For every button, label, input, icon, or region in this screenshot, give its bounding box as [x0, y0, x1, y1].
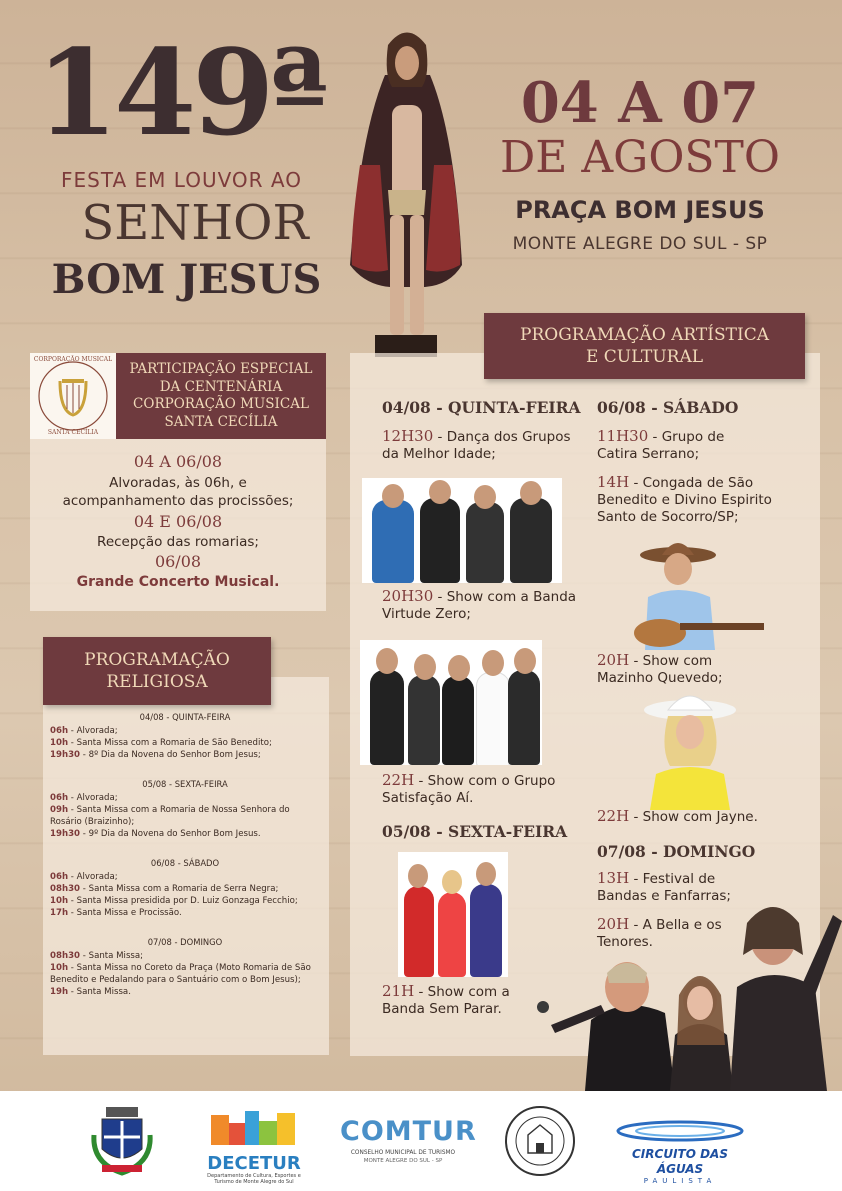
title-line-2: SENHOR	[81, 195, 309, 251]
date-month: DE AGOSTO	[500, 132, 780, 183]
venue: PRAÇA BOM JESUS	[515, 196, 765, 224]
artistic-day-0608: 06/08 - SÁBADO	[597, 398, 739, 417]
special-date-3: 06/08	[154, 552, 202, 571]
corporacao-musical-logo	[30, 353, 116, 439]
logo-text-top: CORPORAÇÃO MUSICAL	[33, 356, 113, 363]
religious-header-line-1: PROGRAMAÇÃO	[84, 650, 230, 670]
religious-item: 19h - Santa Missa.	[50, 987, 131, 997]
religious-header-line-2: RELIGIOSA	[106, 672, 208, 692]
santuario-seal	[504, 1105, 576, 1177]
artistic-header-line-1: PROGRAMAÇÃO ARTÍSTICA	[520, 325, 769, 345]
special-participation-header	[116, 353, 326, 439]
event-1230: 12H30 - Dança dos Grupos da Melhor Idade;	[382, 427, 571, 462]
event-2030: 20H30 - Show com a Banda Virtude Zero;	[382, 587, 577, 622]
lyre-icon	[30, 353, 116, 439]
decetur-subtitle: Departamento de Cultura, Esportes e Turismo de Monte Alegre do Sul	[207, 1173, 301, 1185]
religious-item: 06h - Alvorada;	[50, 726, 118, 736]
artistic-day-0508: 05/08 - SEXTA-FEIRA	[382, 822, 568, 841]
artistic-day-0408: 04/08 - QUINTA-FEIRA	[382, 398, 581, 417]
special-text-1: Alvoradas, às 06h, e acompanhamento das procissões;	[62, 475, 294, 509]
event-21h: 21H - Show com a Banda Sem Parar.	[382, 982, 510, 1017]
title-line-3: BOM JESUS	[51, 256, 322, 303]
event-13h: 13H - Festival de Bandas e Fanfarras;	[597, 869, 731, 904]
bom-jesus-statue-image	[330, 15, 480, 365]
event-1130: 11H30 - Grupo de Catira Serrano;	[597, 427, 725, 462]
religious-day-2: 05/08 - SEXTA-FEIRA	[142, 779, 228, 789]
footer-sponsors	[0, 1091, 842, 1191]
religious-day-3: 06/08 - SÁBADO	[150, 858, 220, 868]
comtur-subtitle-2: MONTE ALEGRE DO SUL - SP	[363, 1158, 443, 1164]
mazinho-quevedo-photo	[620, 535, 765, 650]
artistic-day-0708: 07/08 - DOMINGO	[597, 842, 756, 861]
religious-item: 06h - Alvorada;	[50, 872, 118, 882]
comtur-name: COMTUR	[340, 1116, 477, 1147]
religious-list	[50, 706, 320, 998]
event-20h-mazinho: 20H - Show com Mazinho Quevedo;	[597, 651, 723, 686]
religious-item: 19h30 - 8º Dia da Novena do Senhor Bom Jesus;	[50, 750, 261, 760]
religious-item: 08h30 - Santa Missa;	[50, 951, 144, 961]
circuito-das-aguas-logo	[608, 1117, 752, 1186]
religious-item: 10h - Santa Missa no Coreto da Praça (Moto Romaria de São Benedito e Pedalando para o Santuário com o Bom Jesus);	[50, 963, 311, 985]
event-14h: 14H - Congada de São Benedito e Divino Espirito Santo de Socorro/SP;	[597, 473, 772, 525]
seal-icon	[504, 1105, 576, 1177]
decetur-buildings-icon	[205, 1107, 303, 1151]
title-line-1: FESTA EM LOUVOR AO	[61, 168, 302, 192]
circuito-line-1: CIRCUITO DAS ÁGUAS	[632, 1147, 728, 1176]
religious-item: 19h30 - 9º Dia da Novena do Senhor Bom Jesus.	[50, 829, 261, 839]
artistic-header-line-2: E CULTURAL	[585, 347, 704, 367]
decetur-name: DECETUR	[207, 1153, 301, 1174]
special-text-3: Grande Concerto Musical.	[76, 574, 280, 590]
logo-text-bottom: SANTA CECÍLIA	[47, 429, 99, 436]
special-items	[30, 452, 326, 592]
banda-sem-parar-photo	[398, 852, 508, 977]
comtur-subtitle-1: CONSELHO MUNICIPAL DE TURISMO	[350, 1150, 456, 1156]
religious-item: 08h30 - Santa Missa com a Romaria de Serra Negra;	[50, 884, 279, 894]
religious-header	[43, 637, 271, 705]
special-header-text: PARTICIPAÇÃO ESPECIAL DA CENTENÁRIA CORPORAÇÃO MUSICAL SANTA CECÍLIA	[129, 361, 313, 430]
water-swoosh-icon	[608, 1117, 752, 1143]
religious-item: 10h - Santa Missa com a Romaria de São Benedito;	[50, 738, 272, 748]
city: MONTE ALEGRE DO SUL - SP	[512, 234, 768, 254]
event-22h-satisfacao: 22H - Show com o Grupo Satisfação Aí.	[382, 771, 556, 806]
municipal-coat-of-arms-icon	[90, 1105, 154, 1177]
a-bella-e-os-tenores-photo	[515, 895, 842, 1091]
religious-item: 10h - Santa Missa presidida por D. Luiz Gonzaga Fecchio;	[50, 896, 298, 906]
jayne-photo	[640, 688, 740, 810]
banda-virtude-zero-photo	[362, 478, 562, 583]
circuito-line-2: PAULISTA	[643, 1177, 717, 1185]
special-text-2: Recepção das romarias;	[97, 534, 259, 550]
comtur-logo	[340, 1115, 477, 1165]
decetur-logo	[205, 1107, 303, 1185]
grupo-satisfacao-photo	[360, 640, 542, 765]
date-range: 04 A 07	[520, 70, 760, 136]
event-22h-jayne: 22H - Show com Jayne.	[597, 807, 758, 825]
religious-item: 06h - Alvorada;	[50, 793, 118, 803]
religious-item: 09h - Santa Missa com a Romaria de Nossa Senhora do Rosário (Braizinho);	[50, 805, 290, 827]
religious-day-4: 07/08 - DOMINGO	[147, 937, 223, 947]
edition-number: 149ª	[36, 23, 324, 162]
religious-day-1: 04/08 - QUINTA-FEIRA	[139, 712, 231, 722]
event-20h-bella: 20H - A Bella e os Tenores.	[597, 915, 722, 950]
artistic-header	[484, 313, 805, 379]
religious-item: 17h - Santa Missa e Procissão.	[50, 908, 182, 918]
special-date-2: 04 E 06/08	[133, 512, 223, 531]
special-date-1: 04 A 06/08	[133, 452, 223, 471]
